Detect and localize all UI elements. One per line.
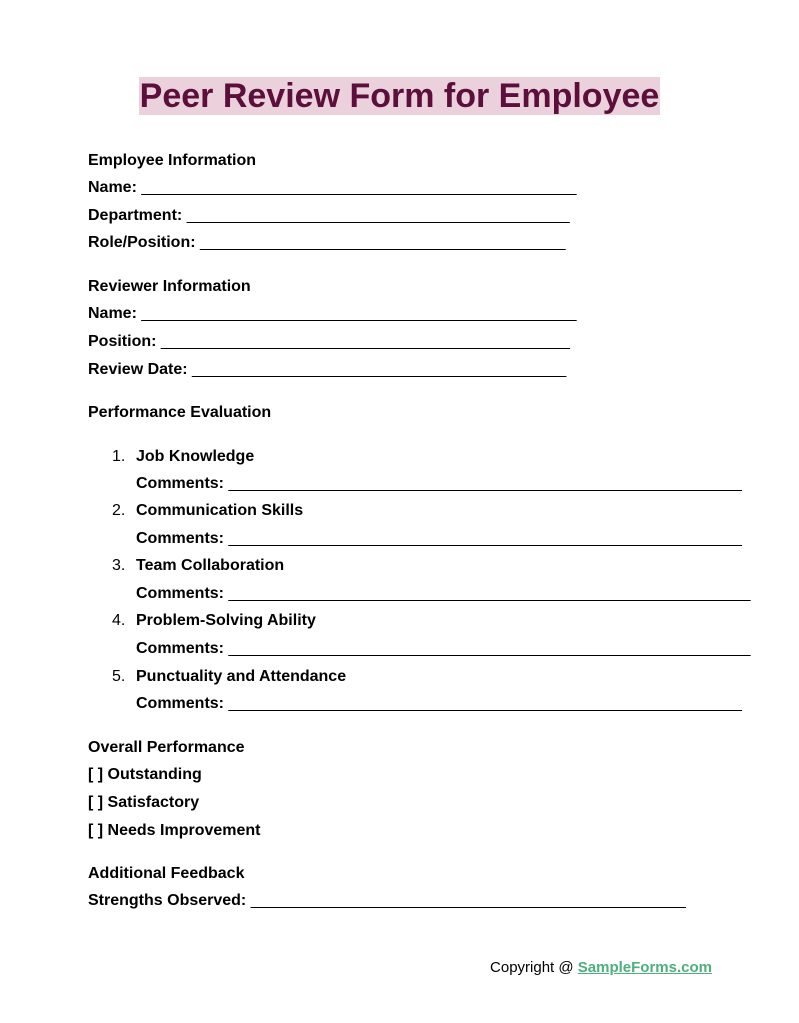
item-label-communication: Communication Skills (136, 502, 304, 519)
strengths-line[interactable]: __________________________________________________ (250, 892, 686, 909)
comments-line[interactable]: ____________________________________________________________ (228, 585, 751, 602)
employee-name-line[interactable]: __________________________________________________ (141, 179, 577, 196)
comments-line[interactable]: ___________________________________________________________ (228, 475, 742, 492)
comments-label: Comments: (136, 530, 225, 547)
performance-heading: Performance Evaluation (88, 404, 272, 421)
review-date-label: Review Date: (88, 361, 188, 378)
reviewer-name-label: Name: (88, 305, 137, 322)
option-satisfactory[interactable]: [ ] Satisfactory (88, 794, 200, 811)
comments-field-problem-solving[interactable] (136, 639, 750, 659)
item-number: 5. (112, 668, 126, 685)
comments-field-punctuality[interactable] (136, 694, 742, 714)
item-label-job-knowledge: Job Knowledge (136, 448, 255, 465)
item-label-problem-solving: Problem-Solving Ability (136, 612, 316, 629)
feedback-heading: Additional Feedback (88, 865, 245, 882)
employee-info-heading: Employee Information (88, 152, 257, 169)
comments-label: Comments: (136, 475, 225, 492)
title-wrapper (0, 77, 799, 115)
item-number: 2. (112, 502, 126, 519)
comments-label: Comments: (136, 585, 225, 602)
reviewer-position-label: Position: (88, 333, 157, 350)
overall-heading: Overall Performance (88, 739, 245, 756)
review-date-field[interactable] (88, 360, 566, 380)
footer (490, 958, 712, 978)
reviewer-name-field[interactable] (88, 304, 576, 324)
option-outstanding[interactable]: [ ] Outstanding (88, 766, 202, 783)
option-needs-improvement[interactable]: [ ] Needs Improvement (88, 822, 261, 839)
reviewer-position-field[interactable] (88, 332, 570, 352)
copyright-text: Copyright @ (490, 959, 578, 976)
comments-label: Comments: (136, 640, 225, 657)
item-number: 3. (112, 557, 126, 574)
comments-line[interactable]: ___________________________________________________________ (228, 695, 742, 712)
employee-name-label: Name: (88, 179, 137, 196)
reviewer-position-line[interactable]: _______________________________________________ (160, 333, 570, 350)
employee-department-line[interactable]: ____________________________________________ (186, 207, 570, 224)
comments-field-job-knowledge[interactable] (136, 474, 742, 494)
comments-field-communication[interactable] (136, 529, 742, 549)
employee-name-field[interactable] (88, 178, 576, 198)
strengths-label: Strengths Observed: (88, 892, 247, 909)
comments-line[interactable]: ____________________________________________________________ (228, 640, 751, 657)
employee-role-line[interactable]: __________________________________________ (200, 234, 566, 251)
employee-department-field[interactable] (88, 206, 569, 226)
comments-line[interactable]: ___________________________________________________________ (228, 530, 742, 547)
item-number: 1. (112, 448, 126, 465)
review-date-line[interactable]: ___________________________________________ (192, 361, 567, 378)
reviewer-info-heading: Reviewer Information (88, 278, 251, 295)
item-number: 4. (112, 612, 126, 629)
comments-field-team-collaboration[interactable] (136, 584, 750, 604)
employee-role-label: Role/Position: (88, 234, 196, 251)
employee-department-label: Department: (88, 207, 183, 224)
employee-role-field[interactable] (88, 233, 565, 253)
item-label-punctuality: Punctuality and Attendance (136, 668, 347, 685)
reviewer-name-line[interactable]: __________________________________________________ (141, 305, 577, 322)
comments-label: Comments: (136, 695, 225, 712)
strengths-field[interactable] (88, 891, 686, 911)
brand-link[interactable]: SampleForms.com (577, 959, 712, 976)
page-title: Peer Review Form for Employee (139, 77, 660, 115)
item-label-team-collaboration: Team Collaboration (136, 557, 285, 574)
